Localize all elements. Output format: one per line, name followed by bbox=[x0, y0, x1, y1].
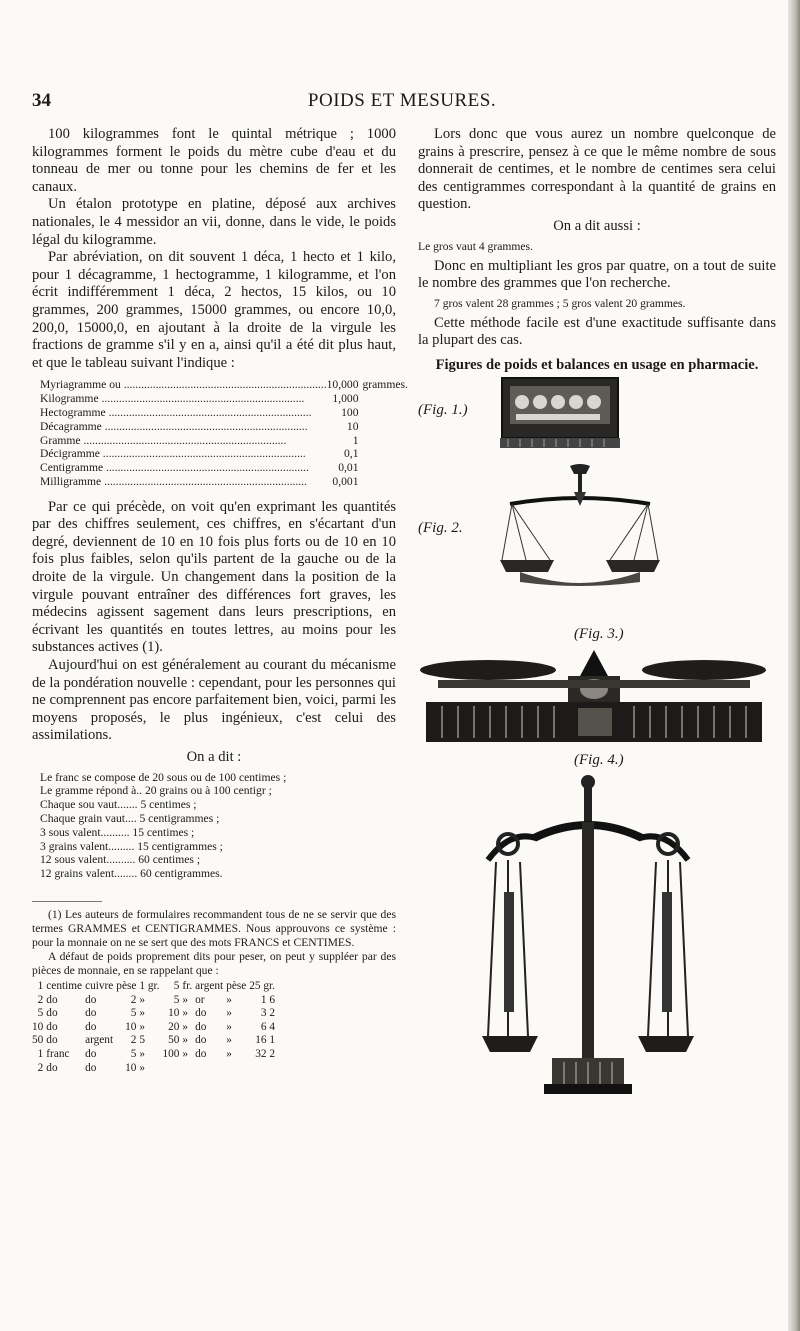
table-cell bbox=[182, 1062, 195, 1076]
table-cell: do bbox=[195, 1020, 207, 1033]
table-cell: » bbox=[139, 1061, 146, 1074]
table-cell: do bbox=[195, 1034, 207, 1047]
table-cell: » bbox=[226, 1034, 232, 1047]
table-cell: » bbox=[139, 1020, 146, 1033]
table-cell: » bbox=[182, 993, 189, 1006]
table-row bbox=[32, 1007, 278, 1021]
note: Le gros vaut 4 grammes. bbox=[418, 239, 533, 253]
paragraph: Par ce qui précède, on voit qu'en exprimant les quantités par des chiffres seulement, ces chiffres, en s'écartant d'un degré, deviennent de 10 en 10 fois plus forts ou de 10 en 10 fois plus faibles, selon qu'ils partent de la gauche ou de la droite de la virgule. Un changement dans la position de la virgule pouvant entraîner des différences fort graves, les médecins agissent sagement dans leurs prescriptions, en écrivant les quantités en toutes lettres, au moins pour les substances actives (1). bbox=[32, 498, 396, 656]
paragraph: Cette méthode facile est d'une exactitude suffisante dans la plupart des cas. bbox=[418, 314, 776, 349]
fig4-caption: (Fig. 4.) bbox=[574, 752, 624, 768]
unit-value: 0,01 bbox=[338, 461, 359, 475]
table-cell: 10 bbox=[125, 1020, 137, 1033]
unit-value: 10 bbox=[346, 419, 359, 433]
beam-balance-illustration bbox=[480, 772, 696, 1098]
table-cell: do bbox=[46, 1034, 58, 1047]
table-cell: 5 bbox=[130, 1007, 137, 1020]
running-title: POIDS ET MESURES. bbox=[307, 90, 497, 111]
right-column bbox=[418, 126, 776, 378]
unit-label bbox=[363, 461, 408, 475]
section-lead: On a dit : bbox=[186, 749, 242, 765]
table-cell: 25 gr. bbox=[249, 979, 275, 992]
table-row bbox=[40, 447, 408, 461]
table-cell: » bbox=[139, 993, 146, 1006]
footnote: A défaut de poids proprement dits pour peser, on peut y suppléer par des pièces de monnaie, en se rappelant que : bbox=[32, 949, 396, 977]
unit-label bbox=[363, 434, 408, 448]
table-cell: 5 bbox=[173, 993, 180, 1006]
table-cell: 2 bbox=[130, 1034, 137, 1047]
table-row bbox=[40, 392, 408, 406]
coin-weights-table bbox=[32, 980, 278, 1075]
table-cell: 3 2 bbox=[260, 1007, 275, 1020]
table-cell: » bbox=[139, 1007, 146, 1020]
table-cell: 1 6 bbox=[260, 993, 275, 1006]
paragraph: Donc en multipliant les gros par quatre, on a tout de suite le nombre des grammes que l'on recherche. bbox=[418, 257, 776, 292]
table-cell: centime bbox=[46, 979, 83, 992]
table-cell: do bbox=[85, 1020, 97, 1033]
table-cell: do bbox=[85, 1007, 97, 1020]
list-item: Chaque grain vaut.... 5 centigrammes ; bbox=[40, 811, 220, 825]
table-cell: 2 bbox=[130, 993, 137, 1006]
unit-value: 100 bbox=[341, 405, 359, 419]
unit-value: 1 bbox=[352, 433, 359, 447]
equivalence-list bbox=[40, 771, 396, 881]
footnote: (1) Les auteurs de formulaires recommandent tous de ne se servir que des termes GRAMMES et CENTIGRAMMES. Nous approuvons ce système : pour la monnaie on ne se sert que des mots FRANCS et CENTIMES. bbox=[32, 907, 396, 949]
table-cell: 10 bbox=[168, 1007, 180, 1020]
table-cell: pèse bbox=[226, 979, 247, 992]
left-column bbox=[32, 126, 408, 1075]
table-cell: 1 gr. bbox=[139, 979, 160, 992]
list-item: 3 grains valent......... 15 centigrammes ; bbox=[40, 839, 223, 853]
table-cell: 10 bbox=[32, 1020, 44, 1033]
table-row bbox=[40, 378, 408, 392]
table-cell: 50 bbox=[32, 1034, 44, 1047]
list-item: Le franc se compose de 20 sous ou de 100 centimes ; bbox=[40, 770, 287, 784]
hand-balance-illustration bbox=[500, 462, 660, 590]
table-cell: do bbox=[46, 1061, 58, 1074]
table-row bbox=[32, 1021, 278, 1035]
table-cell: » bbox=[226, 993, 232, 1006]
table-cell: do bbox=[46, 993, 58, 1006]
unit-label bbox=[363, 406, 408, 420]
table-cell: argent bbox=[85, 1034, 114, 1047]
unit-value: 0,1 bbox=[344, 447, 359, 461]
table-row bbox=[40, 420, 408, 434]
table-cell bbox=[162, 1062, 182, 1076]
table-cell: 6 4 bbox=[260, 1020, 275, 1033]
table-cell bbox=[195, 1062, 226, 1076]
table-cell: fr. bbox=[182, 979, 193, 992]
paragraph: Lors donc que vous aurez un nombre quelconque de grains à prescrire, pensez à ce que le même nombre de sous donnerait de centimes, et le nombre de centimes sera celui des centigrammes correspondant à la quantité de grains en question. bbox=[418, 126, 776, 213]
list-item: Le gramme répond à.. 20 grains ou à 100 centigr ; bbox=[40, 784, 272, 798]
unit-name: Décagramme ..... bbox=[40, 420, 327, 434]
table-cell: do bbox=[195, 1047, 207, 1060]
table-cell: do bbox=[85, 993, 97, 1006]
table-row bbox=[32, 980, 278, 994]
unit-value: 0,001 bbox=[332, 474, 359, 488]
table-cell: » bbox=[182, 1034, 189, 1047]
paragraph: Aujourd'hui on est généralement au courant du mécanisme de la pondération nouvelle : cependant, pour les personnes qui ne comprennent pas encore parfaitement bien, voici, parmi les moyens proposés, le plus ingénieux, c'est celui des assimilations. bbox=[32, 657, 396, 744]
unit-name: Hectogramme ..... bbox=[40, 406, 327, 420]
unit-name: Milligramme ..... bbox=[40, 475, 327, 489]
table-cell: 50 bbox=[168, 1034, 180, 1047]
unit-name: Centigramme ..... bbox=[40, 461, 327, 475]
table-cell: 16 1 bbox=[255, 1034, 275, 1047]
unit-label: grammes. bbox=[362, 378, 408, 392]
table-cell: do bbox=[195, 1007, 207, 1020]
list-item: 12 sous valent.......... 60 centimes ; bbox=[40, 853, 201, 867]
unit-name: Décigramme ..... bbox=[40, 447, 327, 461]
table-cell: » bbox=[226, 1020, 232, 1033]
unit-label bbox=[363, 447, 408, 461]
section-lead: On a dit aussi : bbox=[553, 217, 641, 234]
table-cell: 20 bbox=[168, 1020, 180, 1033]
weight-units-table bbox=[40, 378, 408, 488]
table-cell: 5 bbox=[130, 1047, 137, 1060]
note: 7 gros valent 28 grammes ; 5 gros valent 20 grammes. bbox=[434, 296, 686, 310]
table-cell: 5 bbox=[37, 1007, 44, 1020]
table-cell: or bbox=[195, 993, 205, 1006]
table-cell: 2 bbox=[37, 1061, 44, 1074]
unit-value: 10,000 bbox=[326, 378, 359, 392]
unit-label bbox=[363, 420, 408, 434]
unit-label bbox=[363, 475, 408, 489]
unit-value: 1,000 bbox=[332, 392, 359, 406]
table-cell bbox=[249, 1062, 278, 1076]
table-cell: » bbox=[182, 1020, 189, 1033]
table-row bbox=[40, 406, 408, 420]
list-item: Chaque sou vaut....... 5 centimes ; bbox=[40, 798, 197, 812]
table-row bbox=[32, 1034, 278, 1048]
table-row bbox=[32, 1048, 278, 1062]
table-cell: » bbox=[226, 1047, 232, 1060]
table-cell: do bbox=[85, 1061, 97, 1074]
table-cell bbox=[226, 1062, 249, 1076]
table-cell: » bbox=[182, 1007, 189, 1020]
unit-label bbox=[363, 392, 408, 406]
table-cell: do bbox=[46, 1007, 58, 1020]
list-item: 12 grains valent........ 60 centigrammes. bbox=[40, 867, 223, 881]
table-row bbox=[32, 1062, 278, 1076]
paragraph: Par abréviation, on dit souvent 1 déca, 1 hecto et 1 kilo, pour 1 décagramme, 1 hectogramme, 1 kilogramme, et l'on écrit indifféremment 1 déca, 2 hectos, 15 kilos, ou 10 grammes, 200 grammes, 15000 grammes, ou encore 10,0, 200,0, 15000,0, en ajoutant à la droite de la virgule les fractions de gramme s'il y en a, ainsi qu'il a été dit plus haut, et que le tableau suivant l'indique : bbox=[32, 249, 396, 371]
fig3-caption: (Fig. 3.) bbox=[574, 626, 624, 642]
table-cell: 1 bbox=[37, 979, 44, 992]
table-cell: 100 bbox=[162, 1047, 180, 1060]
table-cell: franc bbox=[46, 1047, 70, 1060]
table-row bbox=[40, 434, 408, 448]
list-item: 3 sous valent.......... 15 centimes ; bbox=[40, 825, 195, 839]
weight-box-illustration bbox=[500, 376, 620, 450]
table-cell: » bbox=[226, 1007, 232, 1020]
table-cell: pèse bbox=[116, 979, 137, 992]
table-row bbox=[40, 461, 408, 475]
fig1-caption: (Fig. 1.) bbox=[418, 402, 468, 418]
table-cell: argent bbox=[195, 979, 224, 992]
table-cell: 10 bbox=[125, 1061, 137, 1074]
table-cell: 5 bbox=[173, 979, 180, 992]
table-cell: do bbox=[85, 1047, 97, 1060]
counter-scale-illustration bbox=[418, 648, 770, 748]
paragraph: Un étalon prototype en platine, déposé aux archives nationales, le 4 messidor an vii, donne, dans le vide, le poids légal du kilogramme. bbox=[32, 196, 396, 248]
unit-name: Gramme ..... bbox=[40, 434, 327, 448]
table-cell: 1 bbox=[37, 1047, 44, 1060]
page-edge-shadow bbox=[788, 0, 800, 1331]
page-header bbox=[32, 90, 772, 116]
table-cell: cuivre bbox=[85, 979, 114, 992]
table-row bbox=[40, 475, 408, 489]
table-cell: » bbox=[182, 1047, 189, 1060]
table-cell: do bbox=[46, 1020, 58, 1033]
footnote-separator bbox=[32, 901, 102, 902]
page-number: 34 bbox=[32, 90, 51, 111]
table-cell: 2 bbox=[37, 993, 44, 1006]
unit-name: Myriagramme ou ..... bbox=[40, 378, 327, 392]
table-row bbox=[32, 994, 278, 1008]
figures-title: Figures de poids et balances en usage en pharmacie. bbox=[435, 356, 759, 373]
paragraph: 100 kilogrammes font le quintal métrique ; 1000 kilogrammes forment le poids du mètre cube d'eau et du tonneau de mer ou tonne pour les chemins de fer et les canaux. bbox=[32, 126, 396, 195]
table-cell: » bbox=[139, 1047, 146, 1060]
table-cell: 5 bbox=[139, 1034, 146, 1047]
unit-name: Kilogramme ..... bbox=[40, 392, 327, 406]
fig2-caption: (Fig. 2. bbox=[418, 520, 463, 536]
table-cell: 32 2 bbox=[255, 1047, 275, 1060]
